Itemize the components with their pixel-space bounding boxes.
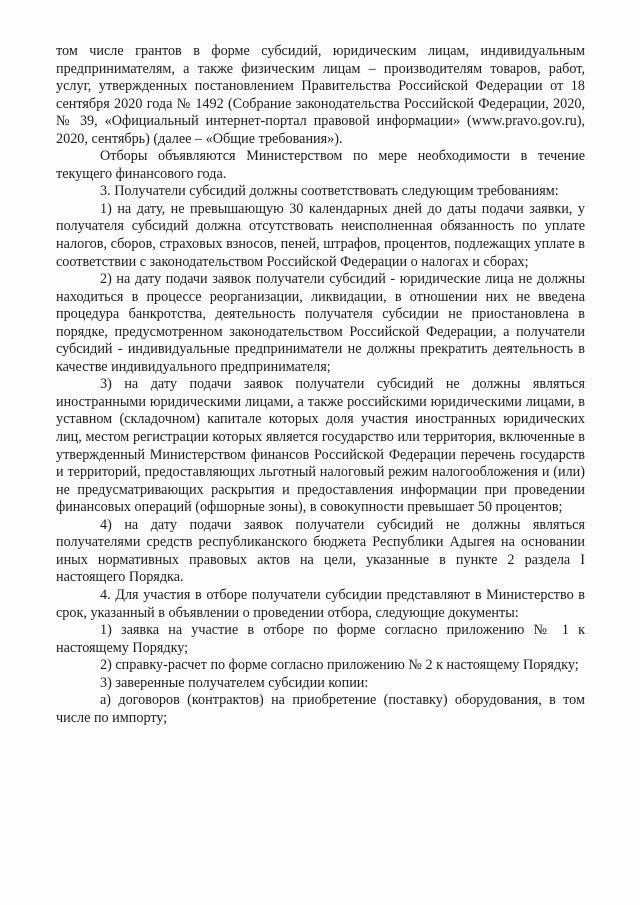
paragraph-requirement-4: 4) на дату подачи заявок получатели субсидий не должны являться получателями средств республиканского бюджета Республики Адыгея на основании иных нормативных правовых актов на цели, указанные в пункте 2 раздела I настоящего Порядка. (56, 516, 585, 586)
paragraph-document-3a: а) договоров (контрактов) на приобретение (поставку) оборудования, в том числе по импорту; (56, 692, 585, 726)
paragraph-requirement-1: 1) на дату, не превышающую 30 календарных дней до даты подачи заявки, у получателя субсидий должна отсутствовать неисполненная обязанность по уплате налогов, сборов, страховых взносов, пеней, штрафов, процентов, подлежащих уплате в соответствии с законодательством Российской Федерации о налогах и сборах; (56, 200, 585, 270)
paragraph-selection-announcement: Отборы объявляются Министерством по мере необходимости в течение текущего финансового года. (56, 148, 585, 182)
paragraph-document-1: 1) заявка на участие в отборе по форме согласно приложению № 1 к настоящему Порядку; (56, 622, 585, 656)
paragraph-document-2: 2) справку-расчет по форме согласно приложению № 2 к настоящему Порядку; (100, 657, 579, 674)
paragraph-document-3: 3) заверенные получателем субсидии копии: (100, 674, 369, 691)
paragraph-item-3-requirements: 3. Получатели субсидий должны соответствовать следующим требованиям: (100, 183, 559, 200)
paragraph-requirement-2: 2) на дату подачи заявок получатели субсидий - юридические лица не должны находиться в процессе реорганизации, ликвидации, в отношении них не введена процедура банкротства, деятельность получателя субсидии не приостановлена в порядке, предусмотренном законодательством Российской Федерации, а получатели субсидий - индивидуальные предприниматели не должны прекратить деятельность в качестве индивидуального предпринимателя; (56, 271, 585, 375)
paragraph-general-requirements: том числе грантов в форме субсидий, юридическим лицам, индивидуальным предпринимателям, а также физическим лицам – производителям товаров, работ, услуг, утвержденных постановлением Правительства Российской Федерации от 18 сентября 2020 года № 1492 (Собрание законодательства Российской Федерации, 2020, № 39, «Официальный интернет-портал правовой информации» (www.pravo.gov.ru), 2020, сентябрь) (далее – «Общие требования»). (56, 43, 585, 147)
paragraph-requirement-3: 3) на дату подачи заявок получатели субсидий не должны являться иностранными юридическими лицами, а также российскими юридическими лицами, в уставном (складочном) капитале которых доля участия иностранных юридических лиц, местом регистрации которых является государство или территория, включенные в утвержденный Министерством финансов Российской Федерации перечень государств и территорий, предоставляющих льготный налоговый режим налогообложения и (или) не предусматривающих раскрытия и предоставления информации при проведении финансовых операций (офшорные зоны), в совокупности превышает 50 процентов; (56, 376, 585, 516)
paragraph-item-4-documents: 4. Для участия в отборе получатели субсидии представляют в Министерство в срок, указанный в объявлении о проведении отбора, следующие документы: (56, 586, 585, 621)
